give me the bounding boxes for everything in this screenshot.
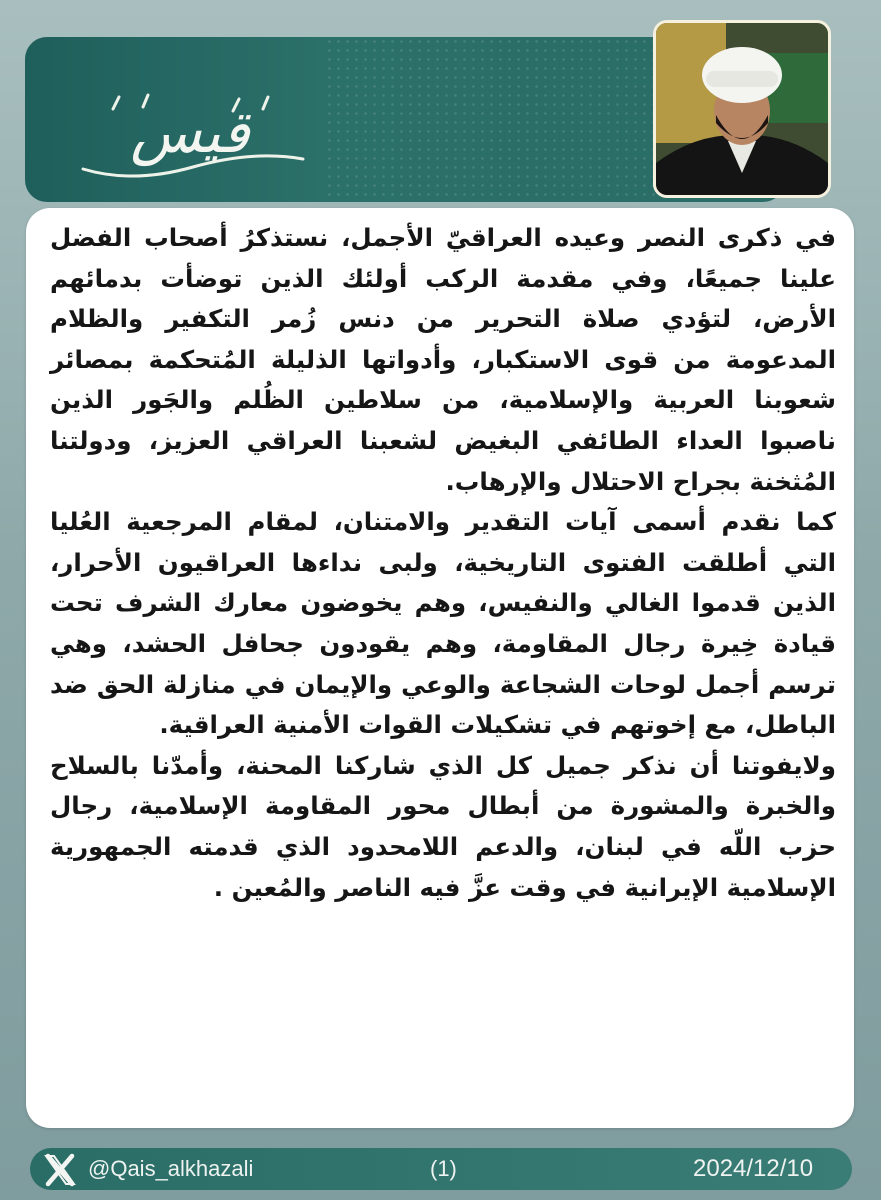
statement-card <box>26 208 854 1128</box>
name-calligraphy-logo: قيس <box>130 98 250 166</box>
portrait-photo <box>653 20 831 198</box>
statement-text <box>50 218 836 908</box>
x-logo-icon[interactable] <box>38 1148 82 1190</box>
statement-paragraph: في ذكرى النصر وعيده العراقيّ الأجمل، نستذكرُ أصحاب الفضل علينا جميعًا، وفي مقدمة الركب أولئك الذين توضأت بدمائهم الأرض، لتؤدي صلاة التحرير من دنس زُمر التكفير والظلام المدعومة من قوى الاستكبار، وأدواتها الذليلة المُتحكمة بمصائر شعوبنا العربية والإسلامية، من سلاطين الظُلم والجَور الذين ناصبوا العداء الطائفي البغيض لشعبنا العراقي العزيز، ودولتنا المُثخنة بجراح الاحتلال والإرهاب. <box>50 223 836 496</box>
post-date: 2024/12/10 <box>693 1155 814 1182</box>
page-number: (1) <box>430 1156 457 1181</box>
portrait-illustration <box>656 23 828 195</box>
statement-paragraph: كما نقدم أسمى آيات التقدير والامتنان، لمقام المرجعية العُليا التي أطلقت الفتوى التاريخية، ولبى نداءها العراقيون الأحرار، الذين قدموا الغالي والنفيس، وهم يخوضون معارك الشرف تحت قيادة خِيرة رجال المقاومة، وهم يقودون جحافل الحشد، وهي ترسم أجمل لوحات الشجاعة والوعي والإيمان في منازلة الحق ضد الباطل، مع إخوتهم في تشكيلات القوات الأمنية العراقية. <box>50 507 836 740</box>
header-dot-pattern <box>325 37 685 202</box>
statement-paragraph: ولايفوتنا أن نذكر جميل كل الذي شاركنا المحنة، وأمدّنا بالسلاح والخبرة والمشورة من أبطال محور المقاومة الإسلامية، رجال حزب اللّه في لبنان، والدعم اللامحدود الذي قدمته الجمهورية الإسلامية الإيرانية في وقت عزَّ فيه الناصر والمُعين . <box>50 750 836 902</box>
account-handle-link[interactable]: @Qais_alkhazali <box>88 1156 254 1181</box>
